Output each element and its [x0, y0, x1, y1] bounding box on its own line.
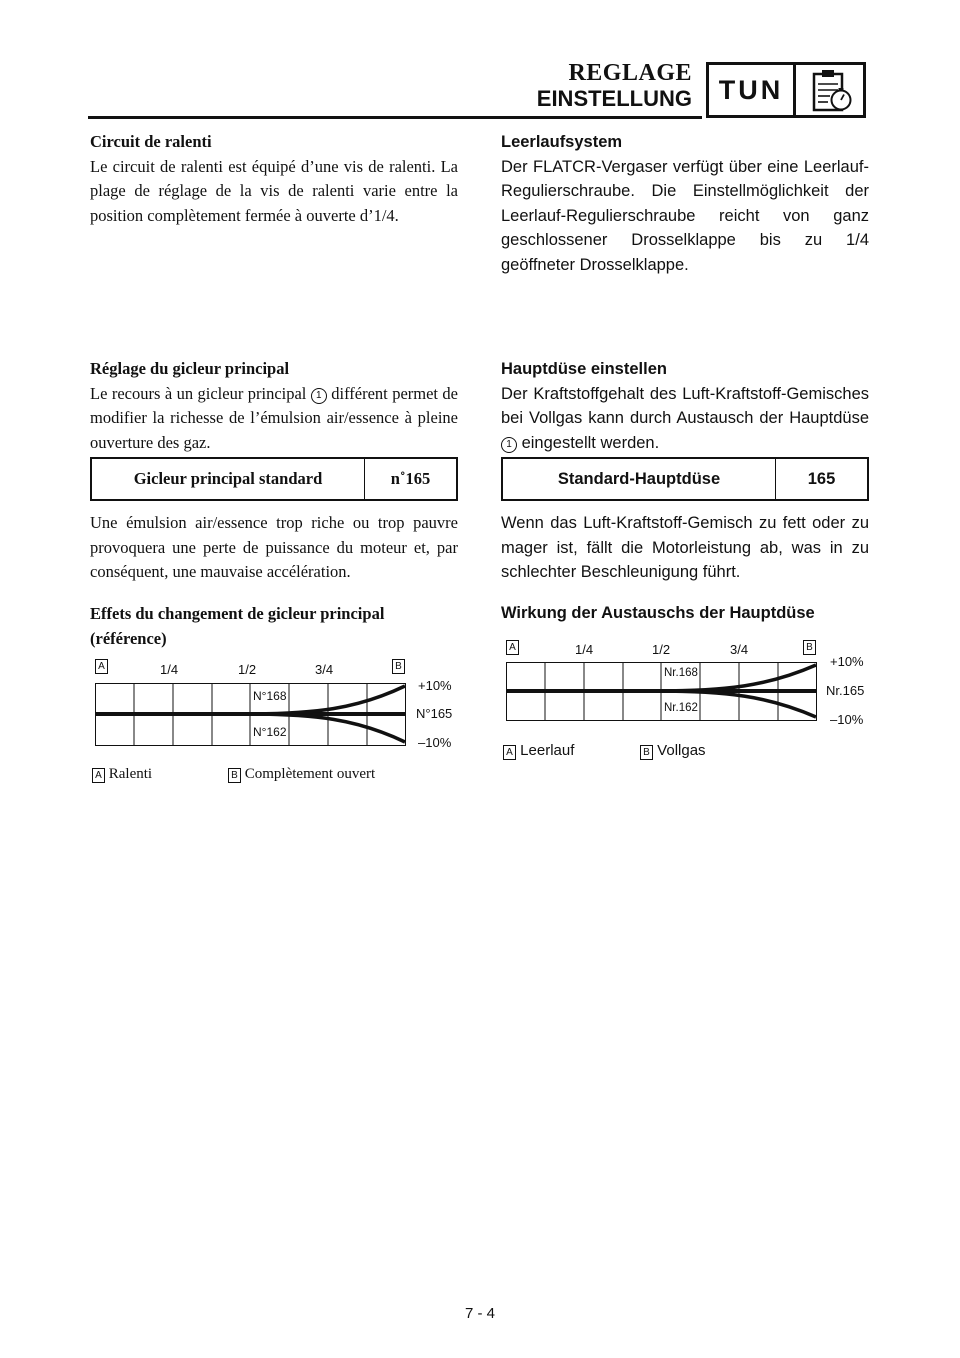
de-effects-heading: Wirkung der Austauschs der Hauptdüse — [501, 604, 815, 622]
fr-main-heading: Réglage du gicleur principal — [90, 359, 290, 378]
fr-diagram-corner-a: A — [95, 659, 108, 674]
fr-main-body-a: Le recours à un gicleur principal — [90, 383, 307, 403]
fr-idle-heading: Circuit de ralenti — [90, 132, 212, 151]
header-title-de: EINSTELLUNG — [536, 86, 692, 111]
de-main-body — [501, 382, 869, 456]
fr-spec-table — [90, 457, 458, 501]
fr-legend-b — [228, 766, 375, 783]
page-number: 7 - 4 — [464, 1305, 495, 1322]
clipboard-stopwatch-icon — [796, 65, 863, 115]
fr-diagram-mid: N°165 — [416, 706, 453, 721]
de-idle-body: Der FLATCR-Vergaser verfügt über eine Leerlauf-Regulierschraube. Die Einstellmöglichkeit der Leerlauf-Regulierschraube reicht von ganz geschlossener Drosselklappe bis zu 1/4 geöffneter Drosselklappe. — [501, 157, 869, 274]
fr-diagram-corner-b: B — [392, 659, 405, 674]
fr-legend-a-text: Ralenti — [108, 766, 153, 782]
de-legend-b-text: Vollgas — [657, 742, 706, 759]
fr-legend-a — [92, 766, 152, 783]
fr-warning: Une émulsion air/essence trop riche ou trop pauvre provoquera une perte de puissance du moteur et, par conséquent, une mauvaise accélération. — [90, 513, 458, 581]
de-legend-a — [503, 742, 574, 760]
de-diagram-plus: +10% — [830, 654, 864, 669]
fr-main-body — [90, 382, 458, 456]
fr-diagram-grid — [95, 683, 407, 747]
fr-legend-a-letter: A — [92, 768, 105, 783]
section-code: TUN — [709, 65, 796, 115]
fr-main-section — [90, 357, 458, 455]
fr-legend-b-text: Complètement ouvert — [244, 766, 376, 782]
de-legend-a-text: Leerlauf — [520, 742, 575, 759]
de-diagram-corner-a: A — [506, 640, 519, 655]
fr-spec-label: Gicleur principal standard — [92, 459, 365, 499]
de-legend-b-letter: B — [640, 745, 653, 760]
de-main-body-a: Der Kraftstoffgehalt des Luft-Kraftstoff-Gemisches bei Vollgas kann durch Austausch der Hauptdüse — [501, 384, 869, 427]
section-badge — [706, 62, 866, 118]
de-legend-a-letter: A — [503, 745, 516, 760]
de-diagram-tick-2: 1/2 — [652, 642, 671, 657]
de-diagram-minus: –10% — [830, 712, 864, 727]
fr-diagram-plus: +10% — [418, 678, 452, 693]
de-diagram-corner-b: B — [803, 640, 816, 655]
fr-spec-value: n˚165 — [390, 469, 431, 488]
de-diagram-grid — [506, 662, 818, 722]
header-rule — [88, 116, 702, 119]
fr-idle-body: Le circuit de ralenti est équipé d’une vis de ralenti. La plage de réglage de la vis de ralenti varie entre la position complètement fermée à ouverte d’1/4. — [90, 156, 458, 225]
fr-legend-b-letter: B — [228, 768, 241, 783]
fr-diagram-tick-3: 3/4 — [315, 662, 334, 677]
fr-diagram-lower-jet: N°162 — [253, 725, 287, 739]
fr-effects-heading: Effets du changement de gicleur principal (référence) — [90, 604, 385, 648]
de-diagram-tick-3: 3/4 — [730, 642, 749, 657]
de-spec-table — [501, 457, 869, 501]
de-warning: Wenn das Luft-Kraftstoff-Gemisch zu fett oder zu mager ist, fällt die Motorleistung ab, was in zu schlechter Beschleunigung führt. — [501, 514, 869, 581]
de-ref-number: 1 — [501, 437, 517, 453]
fr-diagram-tick-1: 1/4 — [160, 662, 179, 677]
de-idle-section — [501, 130, 869, 277]
de-legend-b — [640, 742, 706, 760]
fr-main-body-b: différent permet de modifier la richesse de l’émulsion air/essence à pleine ouverture des gaz. — [90, 383, 459, 452]
de-spec-label: Standard-Hauptdüse — [503, 459, 776, 499]
de-diagram-tick-1: 1/4 — [575, 642, 594, 657]
header-title-fr: REGLAGE — [568, 60, 692, 86]
de-main-section — [501, 357, 869, 455]
fr-idle-section — [90, 130, 458, 228]
fr-ref-number: 1 — [311, 388, 327, 404]
de-spec-value: 165 — [807, 469, 836, 488]
de-diagram-upper-jet: Nr.168 — [664, 667, 698, 679]
de-idle-heading: Leerlaufsystem — [501, 133, 623, 151]
de-jet-diagram — [506, 638, 876, 738]
fr-diagram-minus: –10% — [418, 735, 452, 750]
de-diagram-lower-jet: Nr.162 — [664, 702, 698, 714]
fr-diagram-tick-2: 1/2 — [238, 662, 257, 677]
de-main-heading: Hauptdüse einstellen — [501, 360, 667, 378]
fr-jet-diagram — [95, 657, 465, 767]
fr-diagram-upper-jet: N°168 — [253, 689, 287, 703]
de-diagram-mid: Nr.165 — [826, 683, 865, 698]
de-main-body-b: eingestellt werden. — [521, 433, 660, 452]
